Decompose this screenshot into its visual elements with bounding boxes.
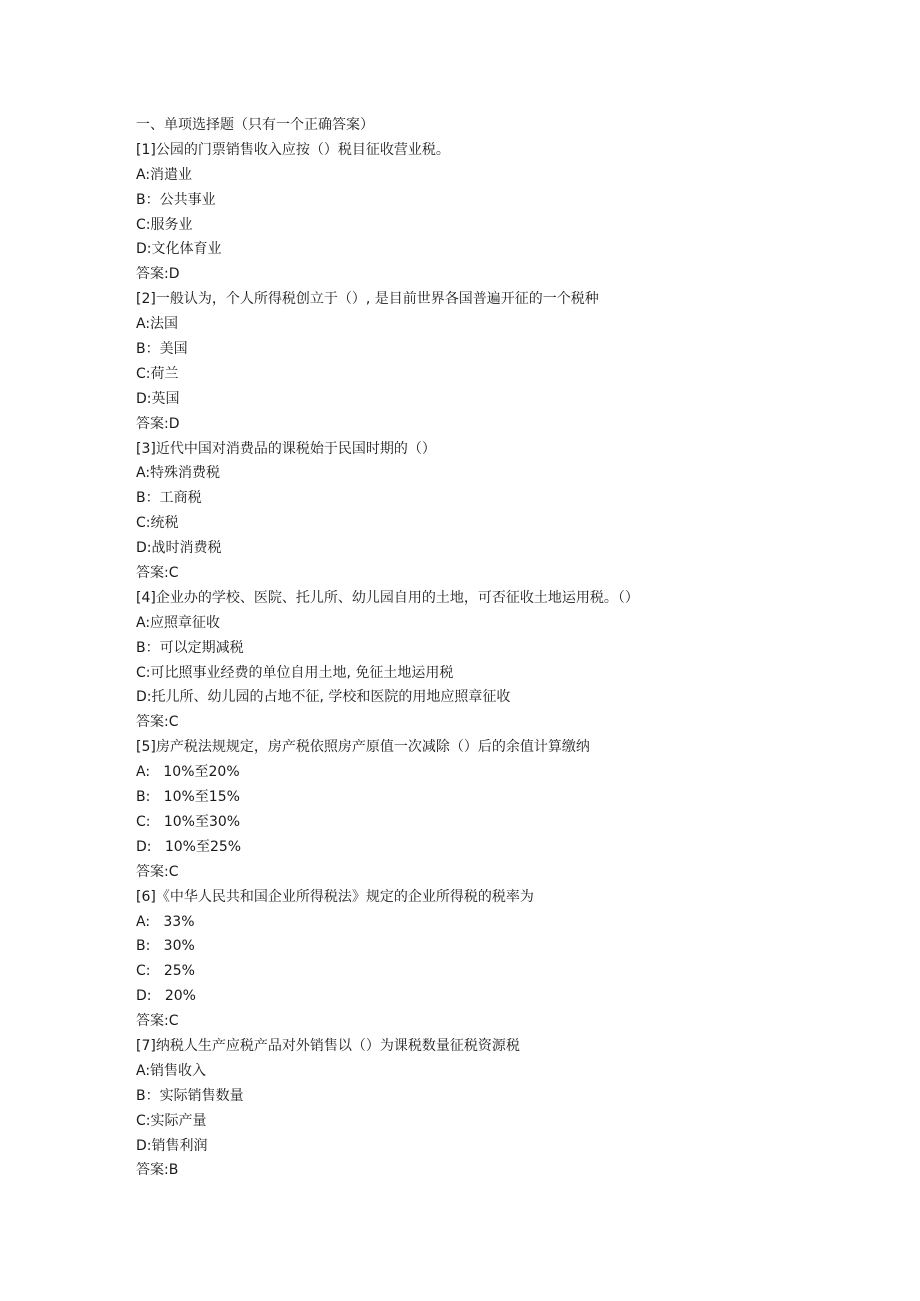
question-block [136, 885, 856, 1034]
question-block [136, 138, 856, 287]
answer-option: B：美国 [136, 341, 188, 358]
answer-option: A:销售收入 [136, 1062, 207, 1079]
answer-option: A:法国 [136, 316, 179, 333]
correct-answer: 答案:D [136, 415, 180, 432]
question-stem: [5]房产税法规规定，房产税依照房产原值一次减除（）后的余值计算缴纳 [136, 739, 590, 756]
correct-answer: 答案:C [136, 565, 179, 582]
answer-option: A:应照章征收 [136, 614, 221, 631]
question-stem: [7]纳税人生产应税产品对外销售以（）为课税数量征税资源税 [136, 1037, 520, 1054]
document-page [136, 113, 856, 1183]
question-block [136, 287, 856, 436]
answer-option: B：实际销售数量 [136, 1087, 244, 1104]
question-block [136, 1034, 856, 1183]
answer-option: D: 20% [136, 988, 196, 1005]
answer-option: B: 10%至15% [136, 789, 240, 806]
answer-option: C:实际产量 [136, 1112, 207, 1129]
answer-option: C:可比照事业经费的单位自用土地, 免征土地运用税 [136, 664, 454, 681]
answer-option: D: 10%至25% [136, 838, 242, 855]
question-stem: [6]《中华人民共和国企业所得税法》规定的企业所得税的税率为 [136, 888, 534, 905]
correct-answer: 答案:B [136, 1162, 179, 1179]
answer-option: A: 33% [136, 913, 195, 930]
question-block [136, 437, 856, 586]
correct-answer: 答案:C [136, 1013, 179, 1030]
question-block [136, 586, 856, 735]
answer-option: C:荷兰 [136, 365, 179, 382]
answer-option: D:英国 [136, 390, 180, 407]
answer-option: A: 10%至20% [136, 764, 240, 781]
answer-option: C:统税 [136, 515, 179, 532]
question-stem: [3]近代中国对消费品的课税始于民国时期的（） [136, 440, 436, 457]
question-stem: [2]一般认为，个人所得税创立于（）, 是目前世界各国普遍开征的一个税种 [136, 291, 599, 308]
answer-option: B：工商税 [136, 490, 202, 507]
answer-option: B：公共事业 [136, 191, 216, 208]
correct-answer: 答案:C [136, 863, 179, 880]
correct-answer: 答案:C [136, 714, 179, 731]
answer-option: B: 30% [136, 938, 195, 955]
answer-option: A:消遣业 [136, 166, 193, 183]
answer-option: C:服务业 [136, 216, 193, 233]
question-block [136, 735, 856, 884]
answer-option: D:托儿所、幼儿园的占地不征, 学校和医院的用地应照章征收 [136, 689, 511, 706]
section-title: 一、单项选择题（只有一个正确答案） [136, 117, 374, 133]
answer-option: C: 25% [136, 963, 195, 980]
correct-answer: 答案:D [136, 266, 180, 283]
answer-option: D:文化体育业 [136, 241, 222, 258]
question-list [136, 138, 856, 1183]
answer-option: C: 10%至30% [136, 813, 241, 830]
question-stem: [1]公园的门票销售收入应按（）税目征收营业税。 [136, 141, 450, 158]
answer-option: B：可以定期减税 [136, 639, 244, 656]
question-stem: [4]企业办的学校、医院、托儿所、幼儿园自用的土地，可否征收土地运用税。（） [136, 589, 639, 606]
answer-option: A:特殊消费税 [136, 465, 221, 482]
answer-option: D:战时消费税 [136, 540, 222, 557]
answer-option: D:销售利润 [136, 1137, 208, 1154]
